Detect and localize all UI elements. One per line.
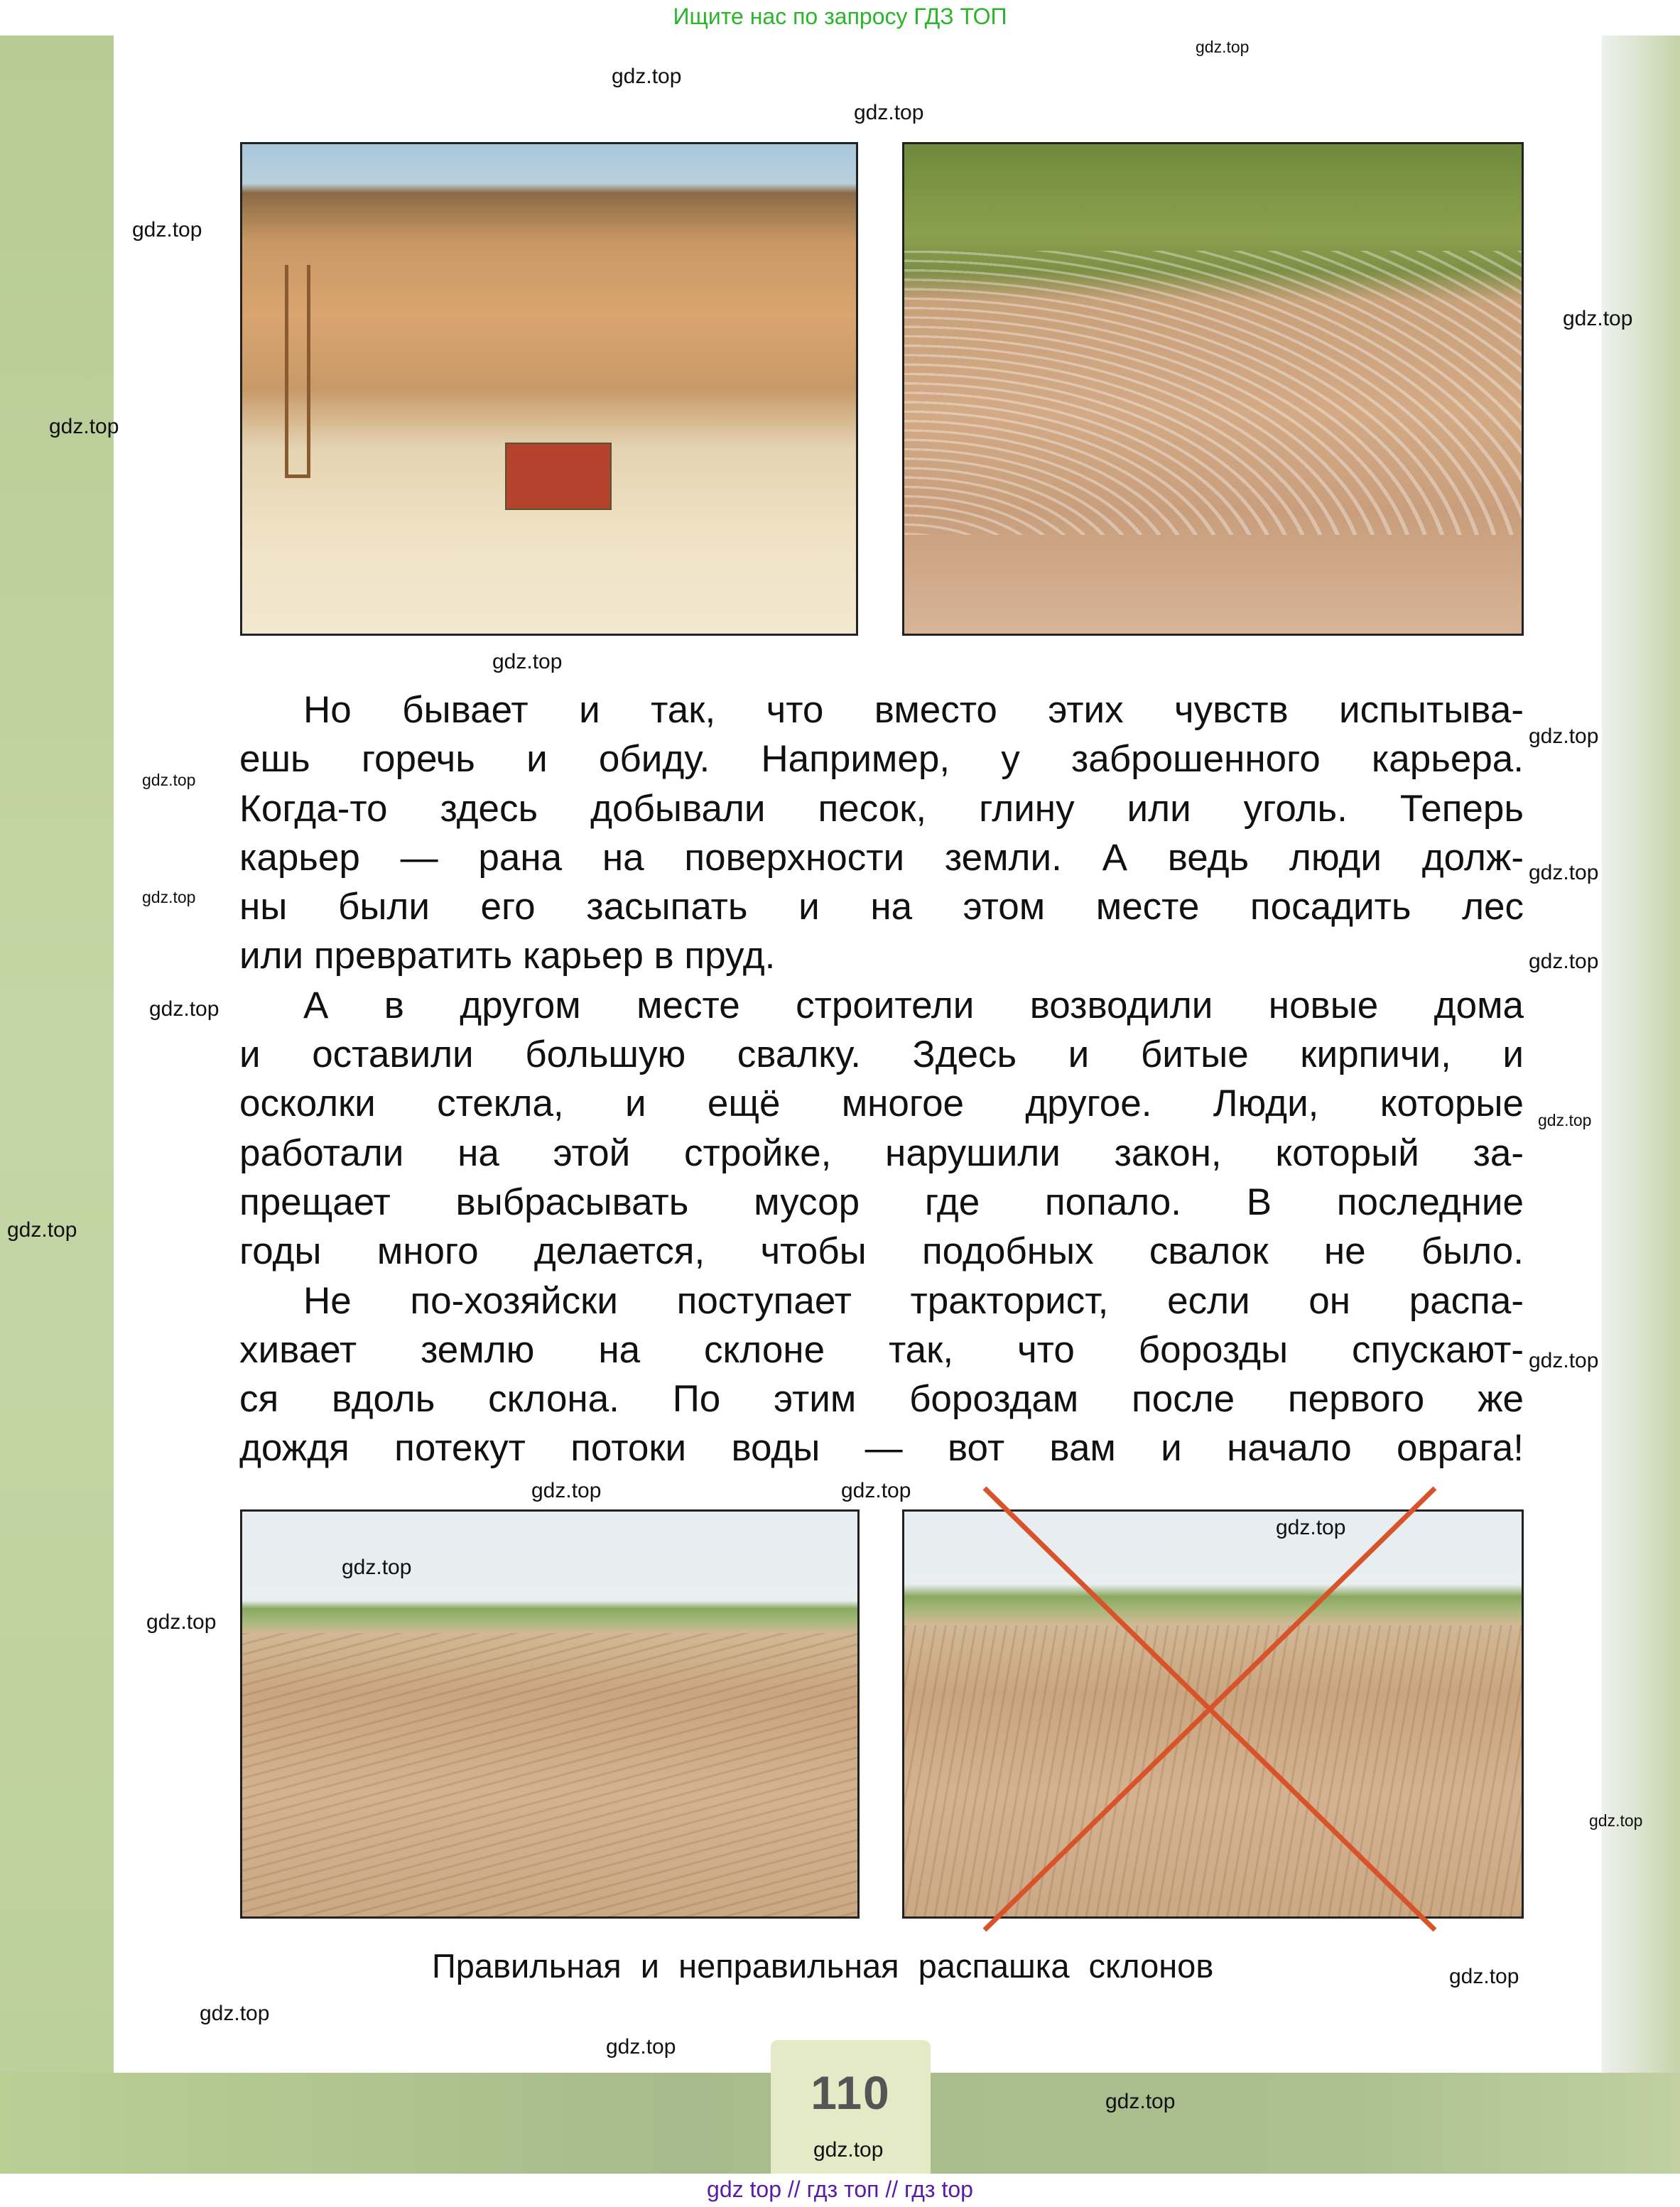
- watermark: gdz.top: [531, 1479, 602, 1502]
- watermark: gdz.top: [200, 2002, 270, 2025]
- text-line: или превратить карьер в пруд.: [239, 935, 776, 977]
- text-line: хивает землю на склоне так, что борозды спускают-: [239, 1328, 1524, 1371]
- watermark: gdz.top: [142, 888, 196, 906]
- body-text: [239, 685, 1524, 1473]
- watermark: gdz.top: [1563, 307, 1633, 330]
- watermark: gdz.top: [132, 218, 202, 242]
- watermark: gdz.top: [612, 65, 682, 88]
- text-line: А в другом месте строители возводили новые дома: [303, 984, 1524, 1026]
- text-line: ны были его засыпать и на этом месте посадить лес: [239, 886, 1524, 928]
- text-line: ся вдоль склона. По этим бороздам после первого же: [239, 1378, 1524, 1421]
- text-line: работали на этой стройке, нарушили закон, который за-: [239, 1132, 1524, 1174]
- text-line: годы много делается, чтобы подобных свалок не было.: [239, 1230, 1524, 1273]
- watermark: gdz.top: [146, 1610, 217, 1634]
- watermark: gdz.top: [1529, 950, 1599, 973]
- watermark: gdz.top: [342, 1556, 412, 1579]
- figure-caption: Правильная и неправильная распашка склонов: [432, 1947, 1214, 1985]
- watermark: gdz.top: [1105, 2090, 1176, 2113]
- watermark: gdz.top: [149, 997, 220, 1021]
- watermark: gdz.top: [606, 2035, 676, 2059]
- text-line: осколки стекла, и ещё многое другое. Люди, которые: [239, 1083, 1524, 1125]
- watermark: gdz.top: [1589, 1811, 1643, 1830]
- watermark: gdz.top: [854, 101, 924, 124]
- watermark: gdz.top: [1196, 38, 1250, 56]
- watermark: gdz.top: [1538, 1111, 1592, 1129]
- watermark: gdz.top: [1529, 1349, 1599, 1372]
- text-line: Когда-то здесь добывали песок, глину или уголь. Теперь: [239, 787, 1524, 830]
- watermark: gdz.top: [1529, 861, 1599, 884]
- watermark: gdz.top: [1276, 1516, 1346, 1539]
- bottom-banner: gdz top // гдз топ // гдз top: [0, 2174, 1680, 2207]
- page-number: 110: [811, 2066, 891, 2119]
- text-line: ешь горечь и обиду. Например, у заброшенного карьера.: [239, 738, 1524, 781]
- watermark: gdz.top: [7, 1218, 77, 1242]
- watermark: gdz.top: [492, 650, 563, 673]
- text-line: карьер — рана на поверхности земли. А ведь люди долж-: [239, 836, 1524, 879]
- text-line: Не по-хозяйски поступает тракторист, если он распа-: [303, 1279, 1524, 1322]
- watermark: gdz.top: [49, 415, 119, 438]
- text-line: дождя потекут потоки воды — вот вам и начало оврага!: [239, 1427, 1524, 1470]
- watermark: gdz.top: [142, 771, 196, 789]
- top-banner: Ищите нас по запросу ГДЗ ТОП: [0, 0, 1680, 36]
- text-line: Но бывает и так, что вместо этих чувств испытыва-: [303, 689, 1524, 731]
- text-line: прещает выбрасывать мусор где попало. В последние: [239, 1181, 1524, 1223]
- watermark: gdz.top: [1449, 1965, 1519, 1988]
- watermark: gdz.top: [1529, 725, 1599, 748]
- text-line: и оставили большую свалку. Здесь и битые кирпичи, и: [239, 1034, 1524, 1076]
- watermark: gdz.top: [813, 2138, 884, 2162]
- watermark: gdz.top: [841, 1479, 911, 1502]
